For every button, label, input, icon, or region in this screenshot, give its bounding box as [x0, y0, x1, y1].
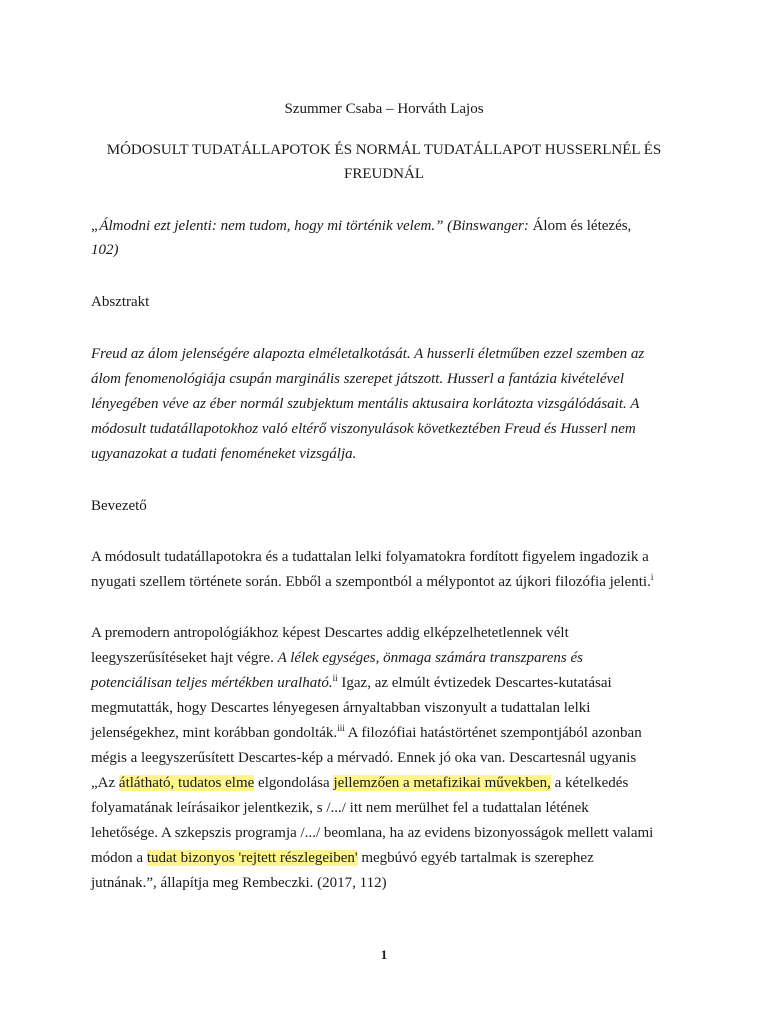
- endnote-marker[interactable]: i: [650, 572, 654, 582]
- para2-line-7: [91, 773, 628, 793]
- text-span: leegyszerűsítéseket hajt végre.: [91, 650, 278, 666]
- para2-line-1: A premodern antropológiákhoz képest Descartes addig elképzelhetetlennek vélt: [91, 625, 569, 641]
- text-span: módon a: [91, 850, 147, 866]
- authors: Szummer Csaba – Horváth Lajos: [284, 101, 484, 117]
- para1-line-1: A módosult tudatállapotokra és a tudattalan lelki folyamatokra fordított figyelem ingadozik a: [91, 549, 649, 565]
- para1-text: nyugati szellem története során. Ebből a szempontból a mélypontot az újkori filozófia jelenti.: [91, 574, 651, 590]
- para2-line-10: [91, 848, 594, 868]
- para2-line-3: [91, 673, 612, 693]
- title-line-1: MÓDOSULT TUDATÁLLAPOTOK ÉS NORMÁL TUDATÁLLAPOT HUSSERLNÉL ÉS: [106, 142, 662, 158]
- highlighted-text: tudat bizonyos 'rejtett részlegeiben': [146, 850, 358, 866]
- para2-line-6: mégis a leegyszerűsített Descartes-kép a mérvadó. Ennek jó oka van. Descartesnál ugyanis: [91, 750, 637, 766]
- abstract-heading: Absztrakt: [91, 294, 150, 310]
- text-span: jelenségekhez, mint korábban gondolták.: [91, 725, 338, 741]
- epigraph-line-1: [91, 216, 631, 236]
- para2-line-8: folyamatának leírásaikor jelentkezik, s /.../ itt nem merülhet fel a tudattalan létének: [91, 800, 589, 816]
- text-span: elgondolása: [254, 775, 334, 791]
- endnote-marker[interactable]: iii: [337, 723, 345, 733]
- text-span: „Az: [91, 775, 119, 791]
- endnote-marker[interactable]: ii: [332, 673, 338, 683]
- text-span: Igaz, az elmúlt évtizedek Descartes-kutatásai: [337, 675, 612, 691]
- para2-line-2: [91, 648, 583, 668]
- title-line-2: FREUDNÁL: [343, 166, 424, 182]
- epigraph-source: Álom és létezés,: [532, 218, 632, 234]
- abstract-line: álom fenomenológiája csupán marginális szerepet játszott. Husserl a fantázia kivételével: [91, 371, 624, 387]
- abstract-line: ugyanazokat a tudati fenoméneket vizsgálja.: [91, 446, 357, 462]
- text-span: a kételkedés: [550, 775, 629, 791]
- abstract-line: módosult tudatállapotokhoz való eltérő viszonyulások következtében Freud és Husserl nem: [91, 421, 636, 437]
- para2-line-5: [91, 723, 642, 743]
- italic-span: A lélek egységes, önmaga számára transzparens és: [277, 650, 583, 666]
- highlighted-text: jellemzően a metafizikai művekben,: [333, 775, 551, 791]
- epigraph-line-2: 102): [91, 242, 119, 258]
- text-span: megbúvó egyéb tartalmak is szerephez: [357, 850, 594, 866]
- page-number: 1: [380, 947, 388, 962]
- para1-line-2: [91, 572, 653, 592]
- intro-heading: Bevezető: [91, 498, 147, 514]
- para2-line-4: megmutatták, hogy Descartes lényegesen árnyaltabban viszonyult a tudattalan lelki: [91, 700, 591, 716]
- text-span: A filozófiai hatástörténet szempontjából azonban: [344, 725, 642, 741]
- para2-line-9: lehetősége. A szkepszis programja /.../ beomlana, ha az evidens bizonyosságok mellett valami: [91, 825, 654, 841]
- epigraph-quote: „Álmodni ezt jelenti: nem tudom, hogy mi történik velem.” (Binswanger:: [91, 218, 533, 234]
- highlighted-text: átlátható, tudatos elme: [118, 775, 255, 791]
- para2-line-11: jutnának.”, állapítja meg Rembeczki. (2017, 112): [91, 875, 387, 891]
- abstract-line: Freud az álom jelenségére alapozta elméletalkotását. A husserli életműben ezzel szemben az: [91, 346, 645, 362]
- abstract-line: lényegében véve az éber normál szubjektum mentális aktusaira korlátozta vizsgálódásait. A: [91, 396, 640, 412]
- italic-span: potenciálisan teljes mértékben uralható.: [91, 675, 333, 691]
